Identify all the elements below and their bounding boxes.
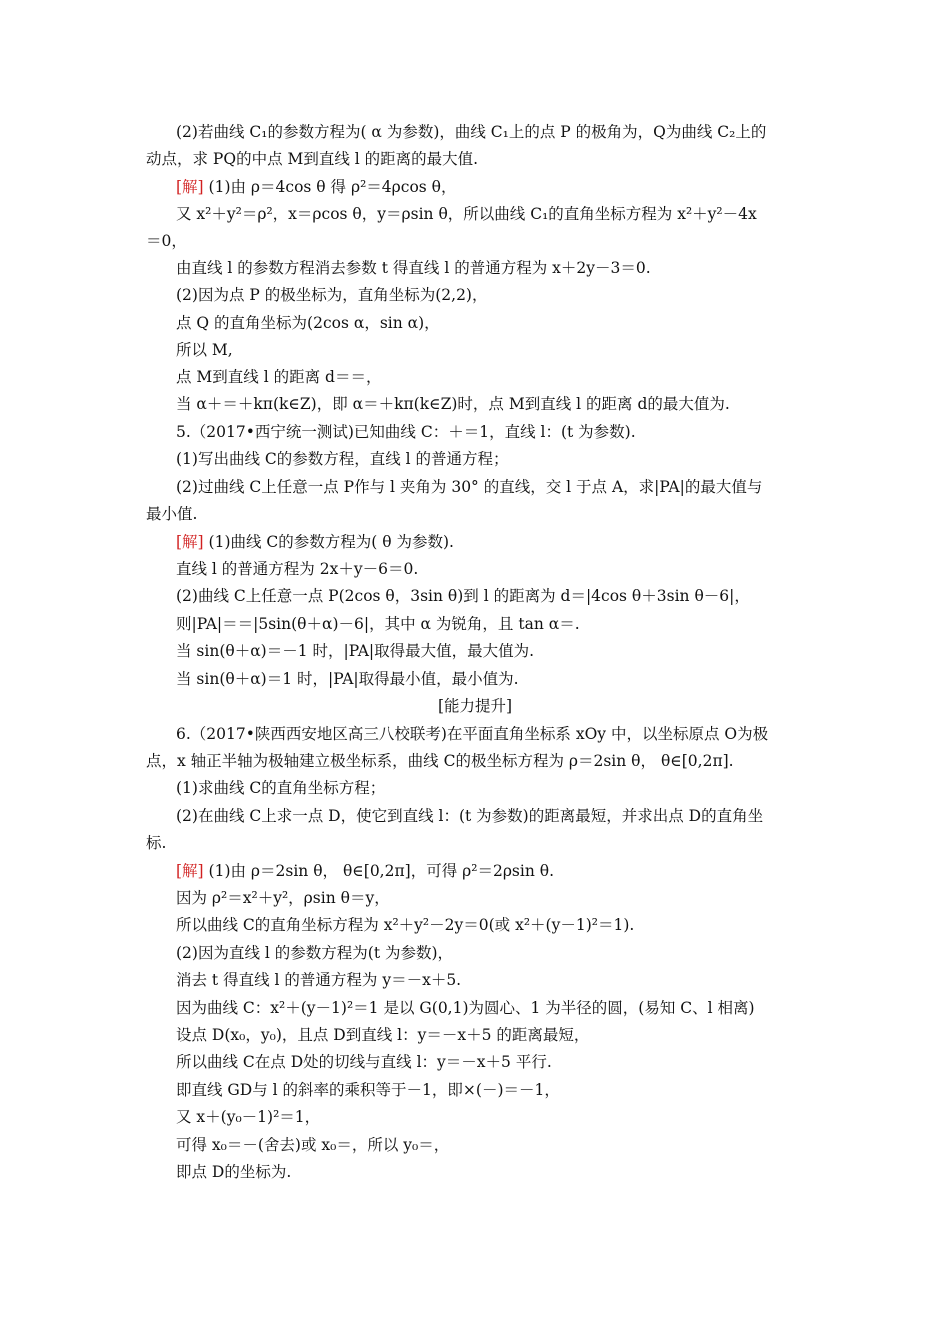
text-line: 当 α＋＝＋kπ(k∈Z)，即 α＝＋kπ(k∈Z)时，点 M到直线 l 的距离 d的最大值为. [176,395,730,413]
text-line: 直线 l 的普通方程为 2x＋y－6＝0. [176,560,419,578]
text-line: 设点 D(x₀，y₀)，且点 D到直线 l：y＝－x＋5 的距离最短， [176,1026,590,1044]
solution-tag: [解] [176,533,204,551]
text-line: (2)若曲线 C₁的参数方程为( α 为参数)，曲线 C₁上的点 P 的极角为，Q为曲线 C₂上的 [176,123,767,141]
solution-tag: [解] [176,862,204,880]
text-line: 当 sin(θ＋α)＝1 时，|PA|取得最小值，最小值为. [176,670,519,688]
text-line: 由直线 l 的参数方程消去参数 t 得直线 l 的普通方程为 x＋2y－3＝0. [176,259,651,277]
text-line: (1)写出曲线 C的参数方程，直线 l 的普通方程； [176,450,509,468]
text-line: (2)因为直线 l 的参数方程为(t 为参数)， [176,944,454,962]
text-line: 动点，求 PQ的中点 M到直线 l 的距离的最大值. [146,150,479,168]
text-line: (2)因为点 P 的极坐标为，直角坐标为(2,2)， [176,286,488,304]
text-line: 因为 ρ²＝x²＋y²，ρsin θ＝y， [176,889,390,907]
text-line: 所以曲线 C的直角坐标方程为 x²＋y²－2y＝0(或 x²＋(y－1)²＝1). [176,916,635,934]
text-line: 点 Q 的直角坐标为(2cos α，sin α)， [176,314,440,332]
text-line: (2)在曲线 C上求一点 D，使它到直线 l：(t 为参数)的距离最短，并求出点 D的直角坐 [176,807,764,825]
text-line: ＝0， [146,232,187,250]
text-line: 因为曲线 C：x²＋(y－1)²＝1 是以 G(0,1)为圆心、1 为半径的圆，(易知 C、l 相离) [176,999,755,1017]
text-line: (2)过曲线 C上任意一点 P作与 l 夹角为 30° 的直线，交 l 于点 A，求|PA|的最大值与 [176,478,763,496]
text-line: 点，x 轴正半轴为极轴建立极坐标系，曲线 C的极坐标方程为 ρ＝2sin θ， θ∈[0,2π]. [146,752,734,770]
solution-tag: [解] [176,178,204,196]
text-line: 当 sin(θ＋α)＝－1 时，|PA|取得最大值，最大值为. [176,642,535,660]
text-line: 则|PA|＝＝|5sin(θ＋α)－6|，其中 α 为锐角，且 tan α＝. [176,615,580,633]
text-line: (2)曲线 C上任意一点 P(2cos θ，3sin θ)到 l 的距离为 d＝|4cos θ＋3sin θ－6|， [176,587,750,605]
text-line: 即直线 GD与 l 的斜率的乘积等于－1，即×(－)＝－1， [176,1081,560,1099]
text-line: [解] (1)曲线 C的参数方程为( θ 为参数). [176,533,454,551]
text-line: 6.（2017•陕西西安地区高三八校联考)在平面直角坐标系 xOy 中，以坐标原点 O为极 [176,725,769,743]
text-line: [解] (1)由 ρ＝4cos θ 得 ρ²＝4ρcos θ， [176,178,457,196]
text-line: (1)求曲线 C的直角坐标方程； [176,779,386,797]
text-line: 5.（2017•西宁统一测试)已知曲线 C：＋＝1，直线 l：(t 为参数). [176,423,636,441]
text-line: 消去 t 得直线 l 的普通方程为 y＝－x＋5. [176,971,462,989]
text-line: 最小值. [146,505,198,523]
text-line: 标. [146,834,167,852]
text-line: 又 x＋(y₀－1)²＝1， [176,1108,321,1126]
text-line: 可得 x₀＝－(舍去)或 x₀＝，所以 y₀＝， [176,1136,450,1154]
section-heading: [能力提升] [437,697,513,715]
text-line: 所以曲线 C在点 D处的切线与直线 l：y＝－x＋5 平行. [176,1053,552,1071]
text-line: 所以 M, [176,341,233,359]
text-line: [解] (1)由 ρ＝2sin θ， θ∈[0,2π]，可得 ρ²＝2ρsin θ. [176,862,555,880]
text-line: 点 M到直线 l 的距离 d＝＝， [176,368,382,386]
text-line: 即点 D的坐标为. [176,1163,292,1181]
text-line: 又 x²＋y²＝ρ²，x＝ρcos θ，y＝ρsin θ，所以曲线 C₁的直角坐标方程为 x²＋y²－4x [176,205,757,223]
